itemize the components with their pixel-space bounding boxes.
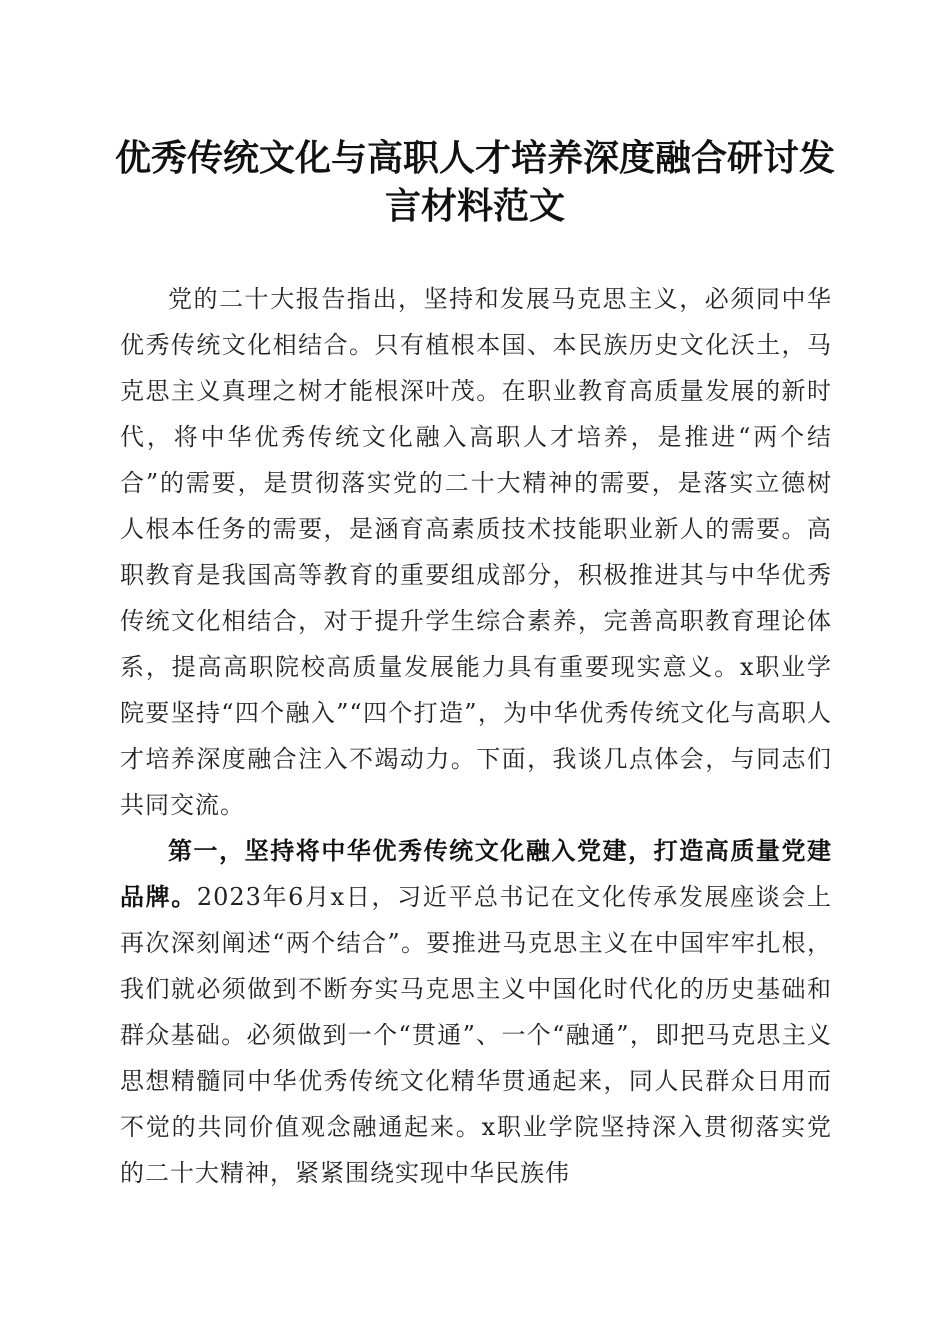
paragraph-2-heading: 第一，坚持将中华优秀传统文化融入党建，打造高质量党建品牌。 bbox=[120, 836, 832, 911]
document-title-line-2: 言材料范文 bbox=[384, 185, 565, 227]
body-paragraph-2 bbox=[120, 828, 832, 1196]
document-title bbox=[100, 134, 850, 230]
body-paragraph-1 bbox=[120, 276, 832, 828]
document-title-line-1: 优秀传统文化与高职人才培养深度融合研讨发 bbox=[114, 137, 835, 179]
paragraph-1-text: 党的二十大报告指出，坚持和发展马克思主义，必须同中华优秀传统文化相结合。只有植根本国、本民族历史文化沃土，马克思主义真理之树才能根深叶茂。在职业教育高质量发展的新时代，将中华优秀传统文化融入高职人才培养，是推进“两个结合”的需要，是贯彻落实党的二十大精神的需要，是落实立德树人根本任务的需要，是涵育高素质技术技能职业新人的需要。高职教育是我国高等教育的重要组成部分，积极推进其与中华优秀传统文化相结合，对于提升学生综合素养，完善高职教育理论体系，提高高职院校高质量发展能力具有重要现实意义。x职业学院要坚持“四个融入”“四个打造”，为中华优秀传统文化与高职人才培养深度融合注入不竭动力。下面，我谈几点体会，与同志们共同交流。 bbox=[120, 285, 832, 819]
paragraph-2-text: 2023年6月x日，习近平总书记在文化传承发展座谈会上再次深刻阐述“两个结合”。要推进马克思主义在中国牢牢扎根，我们就必须做到不断夯实马克思主义中国化时代化的历史基础和群众基础。必须做到一个“贯通”、一个“融通”，即把马克思主义思想精髓同中华优秀传统文化精华贯通起来，同人民群众日用而不觉的共同价值观念融通起来。x职业学院坚持深入贯彻落实党的二十大精神，紧紧围绕实现中华民族伟 bbox=[120, 883, 832, 1187]
document-body bbox=[120, 276, 832, 1196]
